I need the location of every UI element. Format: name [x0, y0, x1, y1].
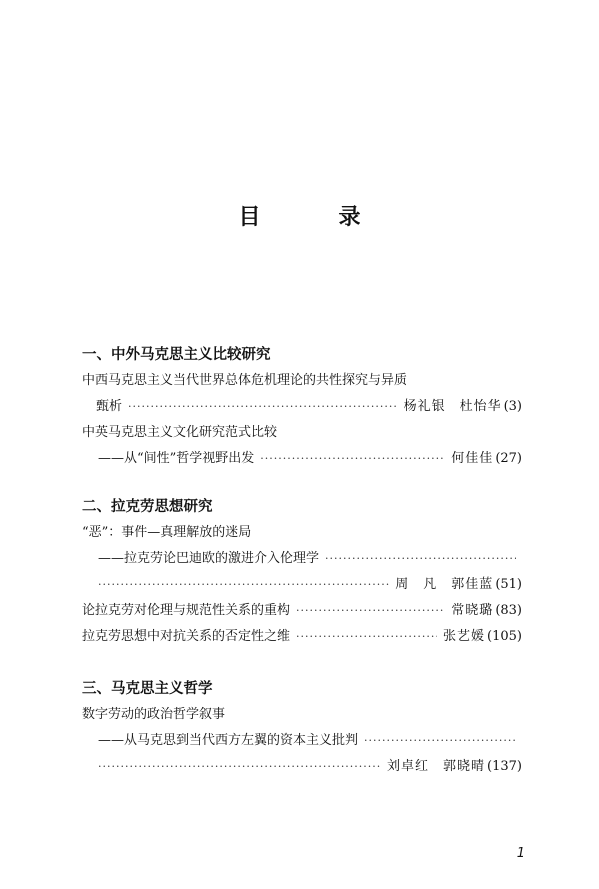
- dot-leader: [260, 446, 445, 472]
- entry-page: (137): [487, 759, 522, 774]
- page-title: 目 录: [238, 205, 389, 230]
- entry-authors: 周 凡 郭佳蓝: [395, 577, 494, 592]
- entry-title-text: 中英马克思主义文化研究范式比较: [82, 425, 278, 440]
- entry-authors: 常晓璐: [451, 603, 494, 618]
- entry-title-text: 论拉克劳对伦理与规范性关系的重构: [82, 603, 291, 618]
- dot-leader: [325, 546, 516, 572]
- toc-entry-title: [82, 368, 522, 394]
- entry-authors: 张艺媛: [443, 629, 486, 644]
- dot-leader: [364, 728, 516, 754]
- entry-page: (3): [503, 399, 522, 414]
- dot-leader: [128, 394, 398, 420]
- entry-title-text: 数字劳动的政治哲学叙事: [82, 707, 226, 722]
- section-heading: 三、马克思主义哲学: [82, 681, 213, 697]
- toc-entry-line: [82, 728, 522, 754]
- toc-entry-title: [82, 520, 522, 546]
- entry-authors: 杨礼银 杜怡华: [403, 399, 502, 414]
- entry-title-text: 甄析: [96, 399, 123, 414]
- entry-subtitle: ——拉克劳论巴迪欧的激进介入伦理学: [98, 551, 320, 566]
- section-heading: 二、拉克劳思想研究: [82, 499, 213, 515]
- toc-entry-line: [82, 546, 522, 572]
- dot-leader: [296, 624, 437, 650]
- toc-entry-line: [82, 598, 522, 624]
- entry-title-text: 拉克劳思想中对抗关系的否定性之维: [82, 629, 291, 644]
- page-number: 1: [516, 846, 525, 861]
- toc-section-1: [82, 342, 522, 472]
- toc-entry-line: [82, 572, 522, 598]
- dot-leader: [98, 754, 381, 780]
- toc-entry-line: [82, 446, 522, 472]
- entry-page: (51): [495, 577, 522, 592]
- entry-title-text: 中西马克思主义当代世界总体危机理论的共性探究与异质: [82, 373, 408, 388]
- entry-title-text: “恶”：事件—真理解放的迷局: [82, 525, 252, 540]
- entry-subtitle: ——从“间性”哲学视野出发: [98, 451, 255, 466]
- section-heading: 一、中外马克思主义比较研究: [82, 347, 271, 363]
- toc-entry-line: [82, 754, 522, 780]
- toc-section-2: [82, 494, 522, 650]
- dot-leader: [98, 572, 389, 598]
- entry-page: (105): [487, 629, 522, 644]
- toc-entry-line: [82, 624, 522, 650]
- toc-section-3: [82, 676, 522, 780]
- entry-authors: 何佳佳: [451, 451, 494, 466]
- entry-page: (83): [495, 603, 522, 618]
- toc-entry-title: [82, 420, 522, 446]
- entry-subtitle: ——从马克思到当代西方左翼的资本主义批判: [98, 733, 359, 748]
- dot-leader: [296, 598, 445, 624]
- toc-entry-title: [82, 702, 522, 728]
- entry-page: (27): [495, 451, 522, 466]
- entry-authors: 刘卓红 郭晓晴: [387, 759, 486, 774]
- toc-entry-line: [82, 394, 522, 420]
